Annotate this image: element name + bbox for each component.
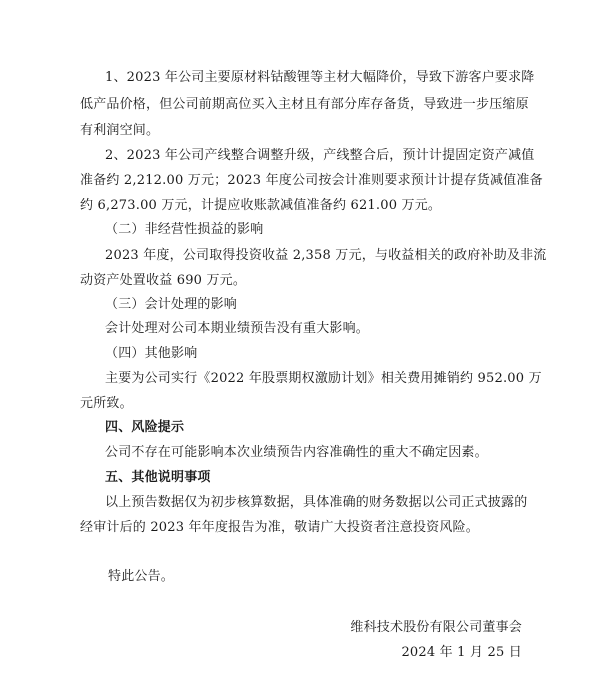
paragraph-2-line-3: 约 6,273.00 万元，计提应收账款减值准备约 621.00 万元。 bbox=[80, 198, 442, 213]
paragraph-2-line-2: 准备约 2,212.00 万元；2023 年度公司按会计准则要求预计计提存货减值准备 bbox=[80, 173, 543, 188]
closing-text: 特此公告。 bbox=[108, 569, 175, 584]
paragraph-5-line-2: 元所致。 bbox=[80, 396, 133, 411]
paragraph-7-line-1: 以上预告数据仅为初步核算数据，具体准确的财务数据以公司正式披露的 bbox=[105, 495, 528, 510]
paragraph-4: 会计处理对公司本期业绩预告没有重大影响。 bbox=[105, 321, 370, 336]
paragraph-7-line-2: 经审计后的 2023 年年度报告为准，敬请广大投资者注意投资风险。 bbox=[80, 520, 479, 535]
paragraph-3-line-2: 动资产处置收益 690 万元。 bbox=[80, 273, 247, 288]
heading-notes: 五、其他说明事项 bbox=[105, 470, 211, 485]
signature-date: 2024 年 1 月 25 日 bbox=[401, 645, 522, 660]
paragraph-3-line-1: 2023 年度，公司取得投资收益 2,358 万元，与收益相关的政府补助及非流 bbox=[105, 248, 547, 263]
heading-accounting: （三）会计处理的影响 bbox=[105, 297, 238, 312]
heading-risk: 四、风险提示 bbox=[105, 420, 185, 435]
paragraph-1-line-1: 1、2023 年公司主要原材料钴酸锂等主材大幅降价，导致下游客户要求降 bbox=[105, 70, 535, 85]
paragraph-6: 公司不存在可能影响本次业绩预告内容准确性的重大不确定因素。 bbox=[105, 445, 488, 460]
paragraph-2-line-1: 2、2023 年公司产线整合调整升级，产线整合后，预计计提固定资产减值 bbox=[105, 148, 535, 163]
paragraph-1-line-3: 有利润空间。 bbox=[80, 123, 160, 138]
paragraph-5-line-1: 主要为公司实行《2022 年股票期权激励计划》相关费用摊销约 952.00 万 bbox=[105, 371, 542, 386]
heading-nonrecurring: （二）非经营性损益的影响 bbox=[105, 222, 264, 237]
paragraph-1-line-2: 低产品价格，但公司前期高位买入主材且有部分库存备货，导致进一步压缩原 bbox=[80, 97, 529, 112]
signature-company: 维科技术股份有限公司董事会 bbox=[350, 620, 522, 635]
heading-other: （四）其他影响 bbox=[105, 346, 198, 361]
